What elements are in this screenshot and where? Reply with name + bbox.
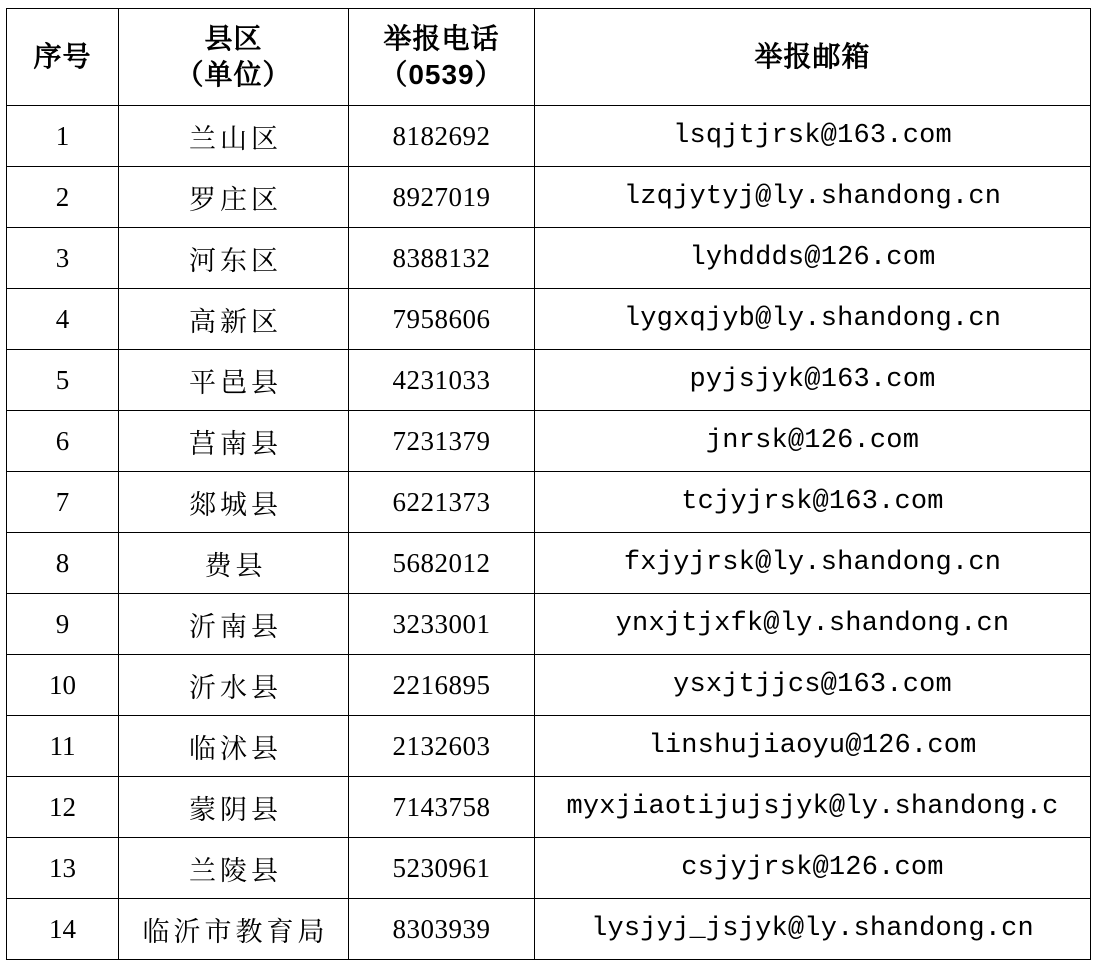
cell-phone: 7958606 bbox=[349, 289, 535, 350]
cell-phone: 4231033 bbox=[349, 350, 535, 411]
cell-email: lygxqjyb@ly.shandong.cn bbox=[535, 289, 1091, 350]
cell-email: ysxjtjjcs@163.com bbox=[535, 655, 1091, 716]
cell-index: 14 bbox=[7, 899, 119, 960]
cell-index: 13 bbox=[7, 838, 119, 899]
table-row bbox=[7, 350, 1091, 411]
table-row bbox=[7, 411, 1091, 472]
cell-phone: 3233001 bbox=[349, 594, 535, 655]
table-body bbox=[7, 106, 1091, 960]
cell-index: 2 bbox=[7, 167, 119, 228]
cell-phone: 2216895 bbox=[349, 655, 535, 716]
cell-email: lyhddds@126.com bbox=[535, 228, 1091, 289]
cell-email: tcjyjrsk@163.com bbox=[535, 472, 1091, 533]
cell-email: jnrsk@126.com bbox=[535, 411, 1091, 472]
column-header-index-line1: 序号 bbox=[33, 41, 92, 73]
table-header-row bbox=[7, 9, 1091, 106]
cell-index: 8 bbox=[7, 533, 119, 594]
cell-county: 郯城县 bbox=[119, 472, 349, 533]
table-row bbox=[7, 838, 1091, 899]
cell-county: 临沭县 bbox=[119, 716, 349, 777]
cell-index: 4 bbox=[7, 289, 119, 350]
cell-index: 12 bbox=[7, 777, 119, 838]
cell-email: lsqjtjrsk@163.com bbox=[535, 106, 1091, 167]
cell-county: 河东区 bbox=[119, 228, 349, 289]
table-row bbox=[7, 289, 1091, 350]
cell-county: 罗庄区 bbox=[119, 167, 349, 228]
cell-email: pyjsjyk@163.com bbox=[535, 350, 1091, 411]
column-header-phone-line1: 举报电话 bbox=[383, 23, 500, 55]
cell-phone: 8388132 bbox=[349, 228, 535, 289]
cell-county: 费县 bbox=[119, 533, 349, 594]
cell-email: lzqjytyj@ly.shandong.cn bbox=[535, 167, 1091, 228]
cell-email: linshujiaoyu@126.com bbox=[535, 716, 1091, 777]
cell-email: csjyjrsk@126.com bbox=[535, 838, 1091, 899]
column-header-email bbox=[535, 9, 1091, 106]
cell-county: 兰山区 bbox=[119, 106, 349, 167]
cell-email: fxjyjrsk@ly.shandong.cn bbox=[535, 533, 1091, 594]
cell-phone: 2132603 bbox=[349, 716, 535, 777]
cell-index: 5 bbox=[7, 350, 119, 411]
cell-phone: 5230961 bbox=[349, 838, 535, 899]
table-row bbox=[7, 472, 1091, 533]
column-header-county-line2: （单位） bbox=[175, 59, 292, 90]
cell-phone: 8182692 bbox=[349, 106, 535, 167]
cell-phone: 6221373 bbox=[349, 472, 535, 533]
table-row bbox=[7, 106, 1091, 167]
cell-county: 高新区 bbox=[119, 289, 349, 350]
table-row bbox=[7, 594, 1091, 655]
table-header bbox=[7, 9, 1091, 106]
table-row bbox=[7, 777, 1091, 838]
cell-county: 平邑县 bbox=[119, 350, 349, 411]
cell-email: myxjiaotijujsjyk@ly.shandong.c bbox=[535, 777, 1091, 838]
cell-phone: 8303939 bbox=[349, 899, 535, 960]
column-header-phone-line2: （0539） bbox=[379, 59, 504, 90]
cell-index: 6 bbox=[7, 411, 119, 472]
cell-index: 1 bbox=[7, 106, 119, 167]
cell-email: ynxjtjxfk@ly.shandong.cn bbox=[535, 594, 1091, 655]
column-header-index bbox=[7, 9, 119, 106]
table-row bbox=[7, 533, 1091, 594]
cell-index: 11 bbox=[7, 716, 119, 777]
cell-index: 9 bbox=[7, 594, 119, 655]
column-header-county bbox=[119, 9, 349, 106]
cell-phone: 5682012 bbox=[349, 533, 535, 594]
cell-phone: 7143758 bbox=[349, 777, 535, 838]
cell-phone: 8927019 bbox=[349, 167, 535, 228]
cell-email: lysjyj_jsjyk@ly.shandong.cn bbox=[535, 899, 1091, 960]
cell-phone: 7231379 bbox=[349, 411, 535, 472]
column-header-email-line1: 举报邮箱 bbox=[754, 41, 871, 73]
cell-county: 沂水县 bbox=[119, 655, 349, 716]
cell-county: 蒙阴县 bbox=[119, 777, 349, 838]
cell-index: 3 bbox=[7, 228, 119, 289]
table-row bbox=[7, 899, 1091, 960]
cell-index: 7 bbox=[7, 472, 119, 533]
cell-county: 兰陵县 bbox=[119, 838, 349, 899]
report-contact-table bbox=[6, 8, 1091, 960]
cell-index: 10 bbox=[7, 655, 119, 716]
table-row bbox=[7, 228, 1091, 289]
column-header-phone bbox=[349, 9, 535, 106]
table-row bbox=[7, 655, 1091, 716]
cell-county: 莒南县 bbox=[119, 411, 349, 472]
table-row bbox=[7, 167, 1091, 228]
column-header-county-line1: 县区 bbox=[204, 23, 263, 55]
table-row bbox=[7, 716, 1091, 777]
cell-county: 沂南县 bbox=[119, 594, 349, 655]
cell-county: 临沂市教育局 bbox=[119, 899, 349, 960]
